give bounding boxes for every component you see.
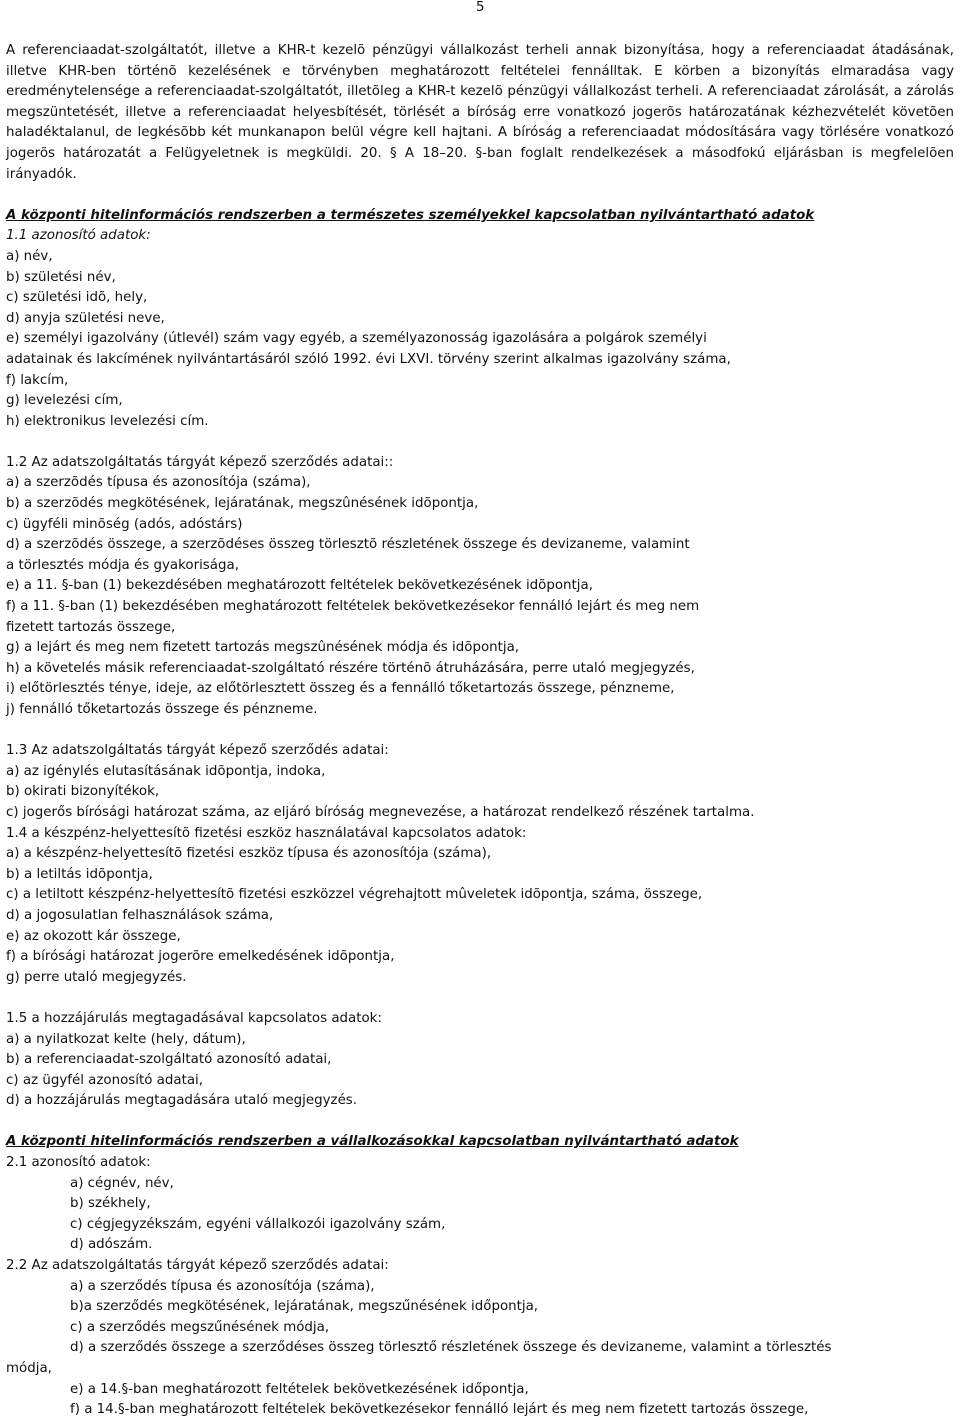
list-item: c) jogerős bírósági határozat száma, az eljáró bíróság megnevezése, a határozat rendelkező részének tartalma.	[6, 804, 755, 820]
s14-title: 1.4 a készpénz-helyettesítõ fizetési eszköz használatával kapcsolatos adatok:	[6, 825, 527, 841]
list-item: a) cégnév, név,	[70, 1175, 174, 1191]
intro-section	[6, 41, 954, 185]
list-item: a) az igénylés elutasításának idõpontja, indoka,	[6, 763, 326, 779]
list-item: a) a szerződés típusa és azonosítója (száma),	[70, 1278, 375, 1294]
list-item: h) a követelés másik referenciaadat-szolgáltató részére történõ átruházására, perre utaló megjegyzés,	[6, 660, 695, 676]
s12-title: 1.2 Az adatszolgáltatás tárgyát képező szerződés adatai::	[6, 454, 394, 470]
list-item: b) a szerzõdés megkötésének, lejáratának, megszûnésének idõpontja,	[6, 496, 479, 512]
list-item: d) adószám.	[70, 1237, 153, 1253]
spacer	[6, 721, 954, 742]
list-item: f) lakcím,	[6, 372, 69, 388]
list-item: d) a hozzájárulás megtagadására utaló megjegyzés.	[6, 1093, 358, 1109]
list-item: e) a 14.§-ban meghatározott feltételek bekövetkezésének időpontja,	[70, 1381, 529, 1397]
list-item: h) elektronikus levelezési cím.	[6, 413, 209, 429]
list-item: d) anyja születési neve,	[6, 310, 165, 326]
list-item: a törlesztés módja és gyakorisága,	[6, 557, 239, 573]
list-item: f) a 14.§-ban meghatározott feltételek bekövetkezésekor fennálló lejárt és meg nem fizetett tartozás összege,	[70, 1402, 809, 1418]
list-item: e) személyi igazolvány (útlevél) szám vagy egyéb, a személyazonosság igazolására a polgárok személyi	[6, 331, 707, 347]
list-item: g) levelezési cím,	[6, 393, 123, 409]
list-item: f) a 11. §-ban (1) bekezdésében meghatározott feltételek bekövetkezésekor fennálló lejárt és meg nem	[6, 599, 700, 615]
section1-heading: A központi hitelinformációs rendszerben a természetes személyekkel kapcsolatban nyilvántartható adatok	[6, 207, 815, 223]
spacer	[6, 185, 954, 206]
list-item: f) a bírósági határozat jogerõre emelkedésének idõpontja,	[6, 949, 395, 965]
list-item: d) a jogosulatlan felhasználások száma,	[6, 907, 274, 923]
list-item: d) a szerződés összege a szerződéses összeg törlesztő részletének összege és devizaneme, valamint a törlesztés	[70, 1340, 832, 1356]
s21-title: 2.1 azonosító adatok:	[6, 1155, 151, 1171]
list-item: i) előtörlesztés ténye, ideje, az előtörlesztett összeg és a fennálló tőketartozás összege, pénzneme,	[6, 681, 675, 697]
list-item: e) az okozott kár összege,	[6, 928, 181, 944]
list-item: a) a szerzõdés típusa és azonosítója (száma),	[6, 475, 311, 491]
list-item: adatainak és lakcímének nyilvántartásáról szóló 1992. évi LXVI. törvény szerint alkalmas igazolvány száma,	[6, 351, 731, 367]
list-item: b) székhely,	[70, 1196, 151, 1212]
list-item: d) a szerzõdés összege, a szerzõdéses összeg törlesztõ részletének összege és devizaneme, valamint	[6, 537, 690, 553]
s11-title: 1.1 azonosító adatok:	[6, 228, 151, 244]
list-item: a) a nyilatkozat kelte (hely, dátum),	[6, 1031, 246, 1047]
page-number: 5	[476, 0, 485, 15]
list-item: fizetett tartozás összege,	[6, 619, 176, 635]
list-item: b)a szerződés megkötésének, lejáratának, megszűnésének időpontja,	[70, 1299, 539, 1315]
list-item: g) a lejárt és meg nem fizetett tartozás megszûnésének módja és idõpontja,	[6, 640, 520, 656]
document-body	[6, 41, 954, 1421]
s13-title: 1.3 Az adatszolgáltatás tárgyát képező szerződés adatai:	[6, 743, 389, 759]
list-item: j) fennálló tőketartozás összege és pénzneme.	[6, 702, 318, 717]
list-item: c) születési idõ, hely,	[6, 290, 148, 306]
list-item: a) név,	[6, 248, 53, 264]
spacer	[6, 1112, 954, 1133]
list-item: g) perre utaló megjegyzés.	[6, 969, 187, 985]
list-item: b) a letiltás idõpontja,	[6, 866, 153, 882]
spacer	[6, 988, 954, 1009]
list-item: c) a letiltott készpénz-helyettesítõ fizetési eszközzel végrehajtott mûveletek idõpontja, száma, összege,	[6, 887, 703, 903]
list-item: b) születési név,	[6, 269, 116, 285]
list-item: c) a szerződés megszűnésének módja,	[70, 1319, 330, 1335]
list-item: a) a készpénz-helyettesítõ fizetési eszköz típusa és azonosítója (száma),	[6, 846, 492, 862]
list-item: b) a referenciaadat-szolgáltató azonosító adatai,	[6, 1052, 332, 1068]
spacer	[6, 432, 954, 453]
list-item: e) a 11. §-ban (1) bekezdésében meghatározott feltételek bekövetkezésének idõpontja,	[6, 578, 593, 594]
list-item: c) ügyféli minõség (adós, adóstárs)	[6, 516, 243, 532]
section2-heading: A központi hitelinformációs rendszerben a vállalkozásokkal kapcsolatban nyilvántartható adatok	[6, 1134, 739, 1150]
list-item: módja,	[6, 1361, 52, 1376]
s15-title: 1.5 a hozzájárulás megtagadásával kapcsolatos adatok:	[6, 1010, 382, 1026]
list-item: c) az ügyfél azonosító adatai,	[6, 1072, 204, 1088]
list-item: b) okirati bizonyítékok,	[6, 784, 160, 800]
s22-title: 2.2 Az adatszolgáltatás tárgyát képező szerződés adatai:	[6, 1258, 389, 1274]
list-item: c) cégjegyzékszám, egyéni vállalkozói igazolvány szám,	[70, 1216, 446, 1232]
intro-paragraph: A referenciaadat-szolgáltatót, illetve a KHR-t kezelõ pénzügyi vállalkozást terheli annak bizonyítása, hogy a referenciaadat átadásának, illetve KHR-ben történõ kezelésének e törvényben meghatározott feltételei fennálltak. E körben a bizonyítás elmaradása vagy eredménytelensége a referenciaadat-szolgáltatót, illetõleg a KHR-t kezelõ pénzügyi vállalkozást terheli. A referenciaadat zárolását, a zárolás megszüntetését, illetve a referenciaadat helyesbítését, törlését a bíróság erre vonatkozó jogerõs határozatának kézhezvételét követõen haladéktalanul, de legkésõbb két munkanapon belül végre kell hajtani. A bíróság a referenciaadat módosítására vagy törlésére vonatkozó jogerõs határozatát a Felügyeletnek is megküldi. 20. § A 18–20. §-ban foglalt rendelkezések a másodfokú eljárásban is megfelelõen irányadók.	[6, 43, 954, 182]
